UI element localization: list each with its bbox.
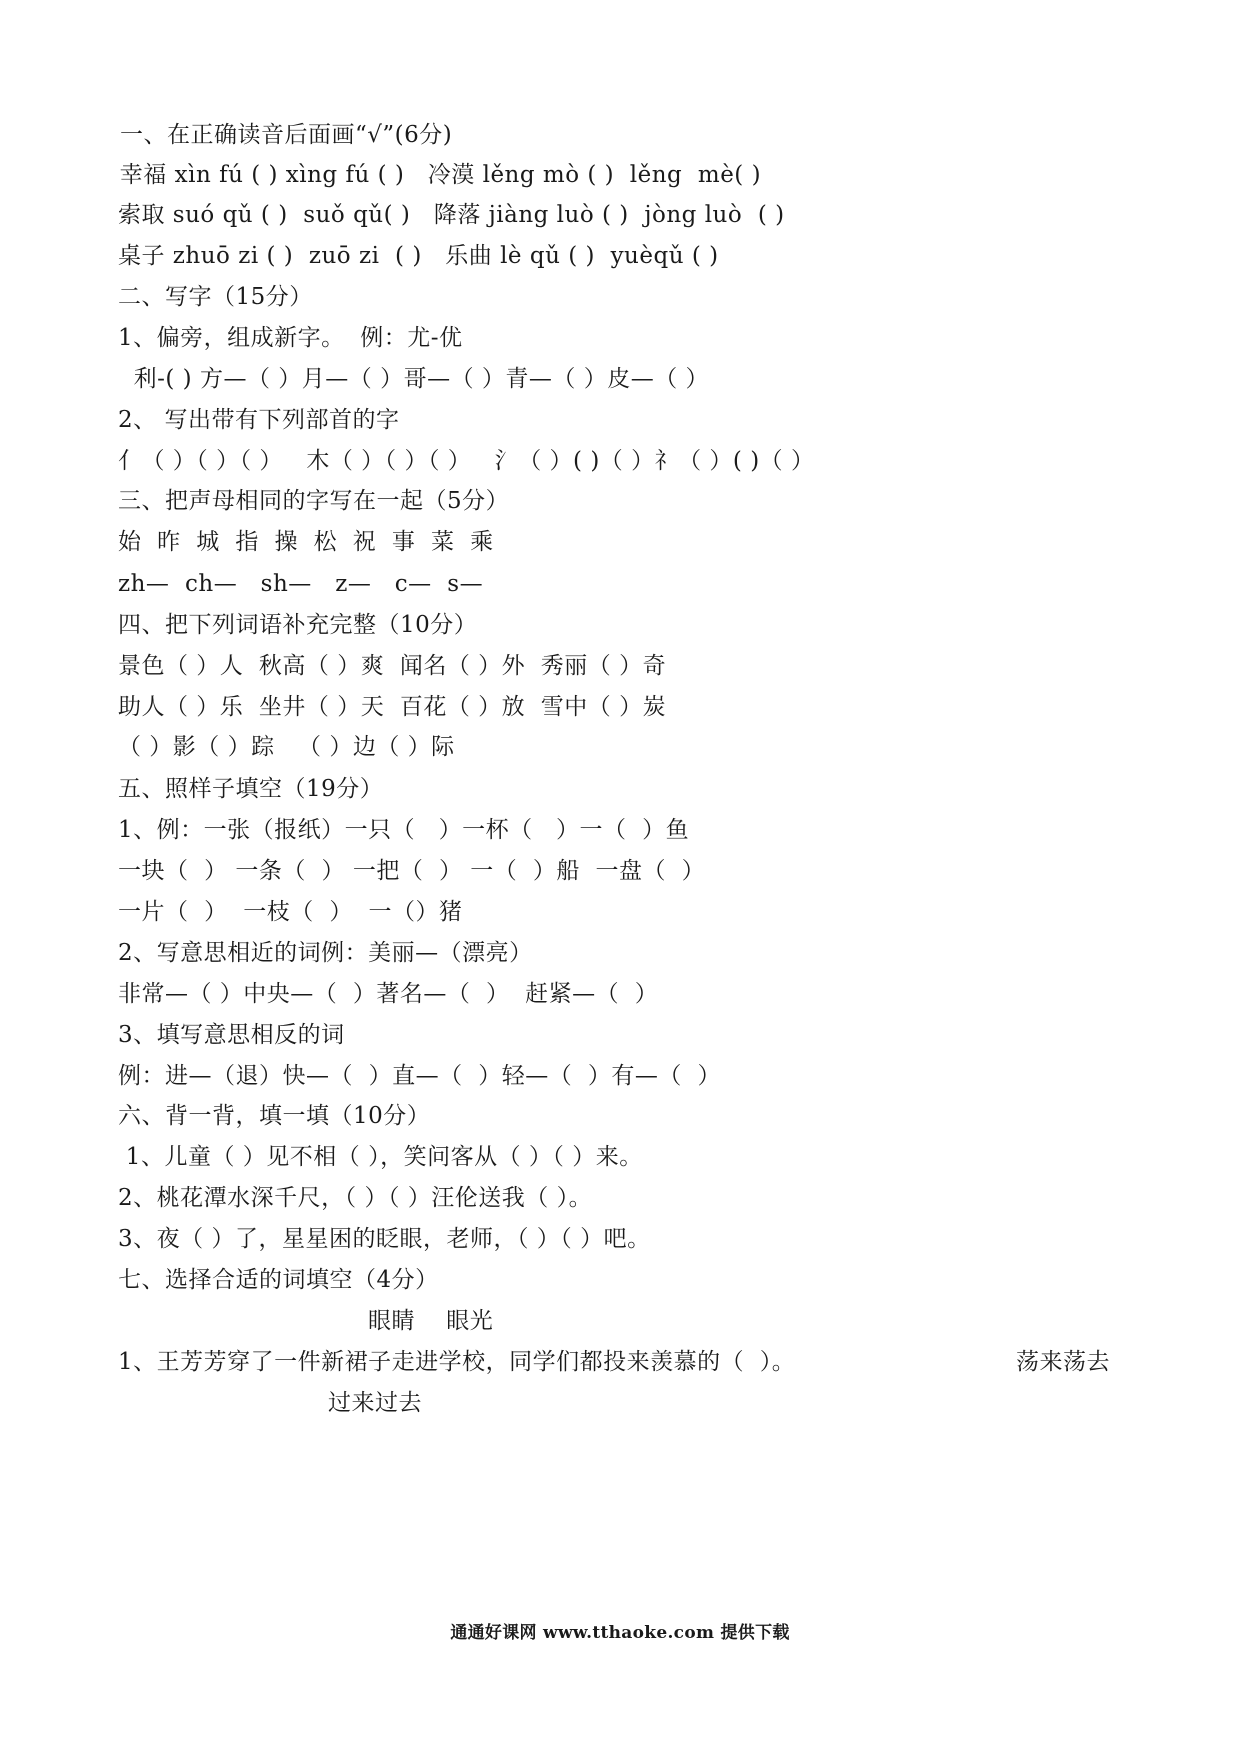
section-6-line: 2、桃花潭水深千尺，（ ）（ ）汪伦送我（ ）。 bbox=[118, 1185, 593, 1211]
section-5-line: 1、例：一张（报纸）一只（ ）一杯（ ）一（ ）鱼 bbox=[118, 817, 690, 843]
section-7-heading: 七、选择合适的词填空（4分） bbox=[118, 1267, 439, 1293]
section-2-line: 1、偏旁，组成新字。 例：尤-优 bbox=[118, 325, 463, 351]
section-3-line: 始 昨 城 指 操 松 祝 事 菜 乘 bbox=[118, 529, 494, 555]
section-7-word-options: 眼睛 眼光 bbox=[368, 1308, 494, 1334]
section-5-line: 2、写意思相近的词例：美丽—（漂亮） bbox=[118, 940, 533, 966]
section-5-line: 非常—（ ）中央—（ ）著名—（ ） 赶紧—（ ） bbox=[118, 981, 659, 1007]
section-5-line: 一片（ ） 一枝（ ） 一（）猪 bbox=[118, 899, 463, 925]
section-2-line: 利-( ) 方—（ ）月—（ ）哥—（ ）青—（ ）皮—（ ） bbox=[118, 366, 710, 392]
section-2-line: 亻（ ）（ ）（ ） 木（ ）（ ）（ ） 氵（ ）( )（ ）礻（ ）( )（ ） bbox=[118, 448, 815, 474]
section-2-heading: 二、写字（15分） bbox=[118, 284, 313, 310]
section-4-line: 景色（ ）人 秋高（ ）爽 闻名（ ）外 秀丽（ ）奇 bbox=[118, 653, 667, 679]
section-7-line: 1、王芳芳穿了一件新裙子走进学校，同学们都投来羡慕的（ ）。 bbox=[118, 1349, 796, 1375]
section-2-line: 2、 写出带有下列部首的字 bbox=[118, 407, 400, 433]
section-4-line: （ ）影（ ）踪 （ ）边（ ）际 bbox=[118, 734, 455, 760]
section-6-line: 3、夜（ ）了，星星困的眨眼，老师，（ ）（ ）吧。 bbox=[118, 1226, 651, 1252]
section-6-line: 1、儿童（ ）见不相（ ），笑问客从（ ）（ ）来。 bbox=[118, 1144, 643, 1170]
section-3-line: zh— ch— sh— z— c— s— bbox=[118, 571, 484, 597]
section-6-heading: 六、背一背，填一填（10分） bbox=[118, 1103, 431, 1129]
section-5-line: 一块（ ） 一条（ ） 一把（ ） 一（ ）船 一盘（ ） bbox=[118, 858, 706, 884]
section-4-line: 助人（ ）乐 坐井（ ）天 百花（ ）放 雪中（ ）炭 bbox=[118, 694, 667, 720]
section-7-word-option: 荡来荡去 bbox=[1016, 1349, 1110, 1375]
section-5-line: 例：进—（退）快—（ ）直—（ ）轻—（ ）有—（ ） bbox=[118, 1063, 721, 1089]
section-5-heading: 五、照样子填空（19分） bbox=[118, 776, 384, 802]
section-1-heading: 一、在正确读音后面画“√”(6分) bbox=[120, 122, 453, 148]
section-1-line: 桌子 zhuō zi ( ) zuō zi ( ) 乐曲 lè qǔ ( ) yuèqǔ ( ) bbox=[118, 243, 719, 269]
section-1-line: 幸福 xìn fú ( ) xìng fú ( ) 冷漠 lěng mò ( ) lěng mè( ) bbox=[112, 162, 762, 188]
section-3-heading: 三、把声母相同的字写在一起（5分） bbox=[118, 488, 510, 514]
page-footer: 通通好课网 www.tthaoke.com 提供下载 bbox=[450, 1623, 790, 1643]
section-1-line: 索取 suó qǔ ( ) suǒ qǔ( ) 降落 jiàng luò ( ) jòng luò ( ) bbox=[118, 202, 785, 228]
section-7-word-option: 过来过去 bbox=[328, 1390, 422, 1416]
section-5-line: 3、填写意思相反的词 bbox=[118, 1022, 345, 1048]
section-4-heading: 四、把下列词语补充完整（10分） bbox=[118, 612, 478, 638]
